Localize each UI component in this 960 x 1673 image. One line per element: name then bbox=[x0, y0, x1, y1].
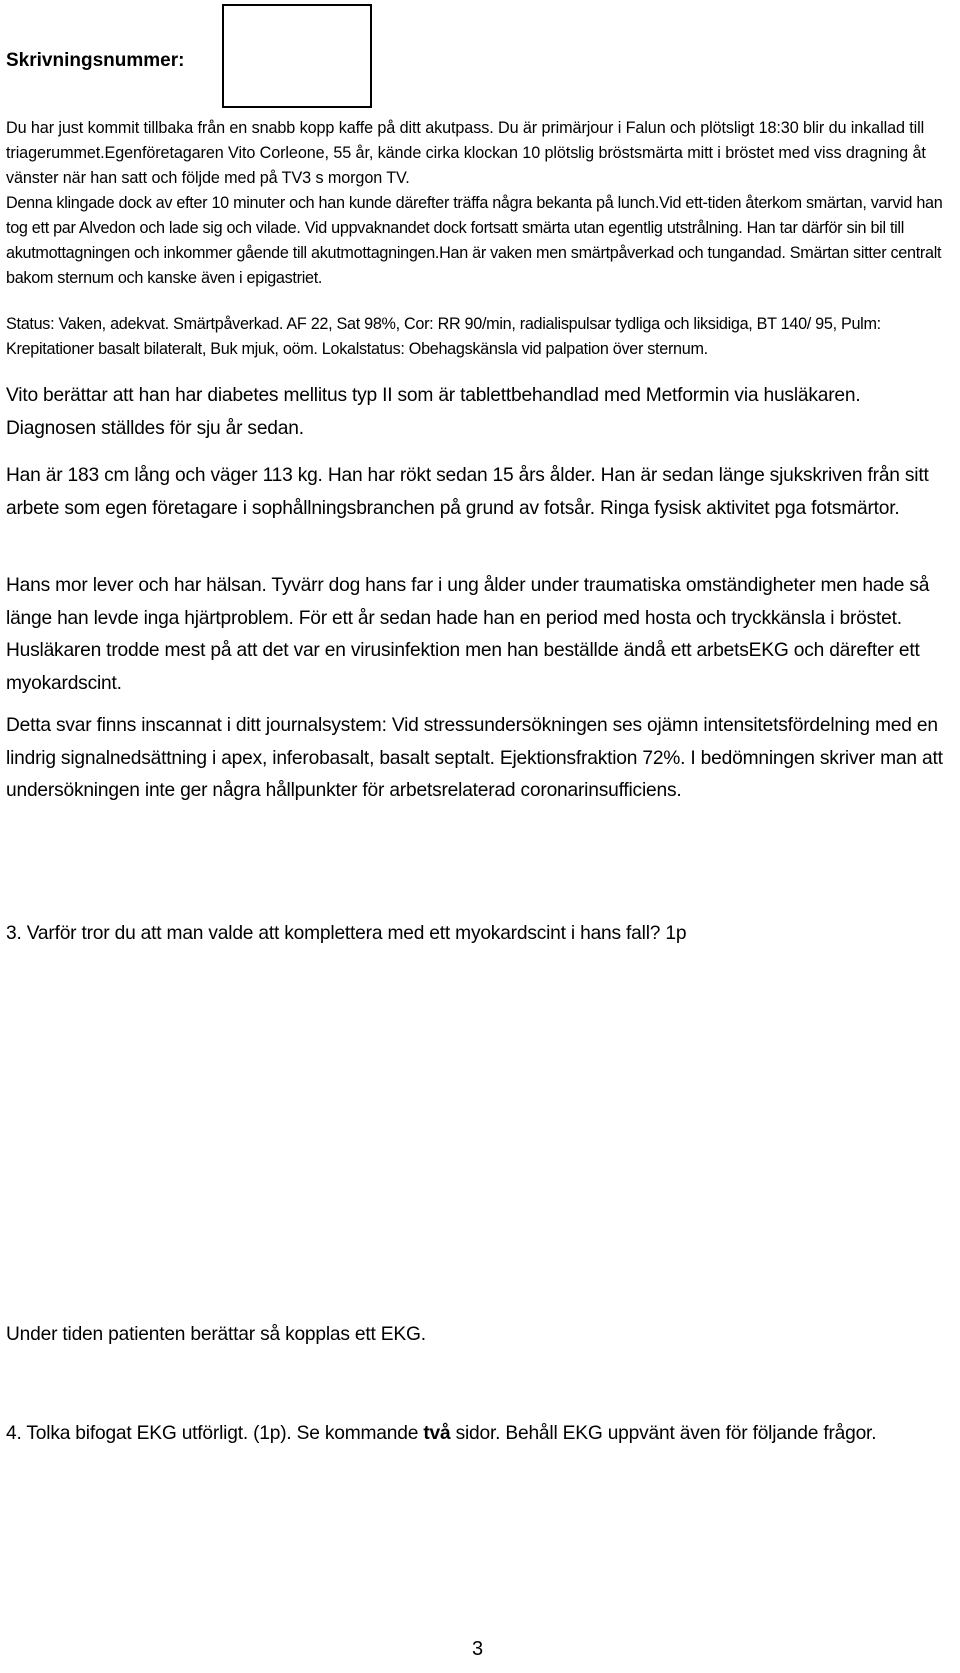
exam-number-box[interactable] bbox=[222, 4, 372, 108]
question-4 bbox=[6, 1418, 951, 1451]
case-scan-report: Detta svar finns inscannat i ditt journalsystem: Vid stressundersökningen ses ojämn intensitetsfördelning med en lindrig signalnedsättning i apex, inferobasalt, basalt septalt. Ejektionsfraktion 72%. I bedömningen skriver man att undersökningen inte ger några hållpunkter för arbetsrelaterad coronarinsufficiens. bbox=[6, 715, 943, 801]
question-3: 3. Varför tror du att man valde att komplettera med ett myokardscint i hans fall? 1p bbox=[6, 923, 687, 944]
case-intro: Du har just kommit tillbaka från en snabb kopp kaffe på ditt akutpass. Du är primärjour i Falun och plötsligt 18:30 blir du inkallad till triagerummet.Egenföretagaren Vito Corleone, 55 år, kände cirka klockan 10 plötslig bröstsmärta mitt i bröstet med viss dragning åt vänster när han satt och följde med på TV3 s morgon TV. bbox=[6, 119, 926, 187]
page-number: 3 bbox=[472, 1638, 484, 1660]
case-family: Hans mor lever och har hälsan. Tyvärr dog hans far i ung ålder under traumatiska omständigheter men hade så länge han levde inga hjärtproblem. För ett år sedan hade han en period med hosta och tryckkänsla i bröstet. Husläkaren trodde mest på att det var en virusinfektion men han beställde ändå ett arbetsEKG och därefter ett myokardscint. bbox=[6, 575, 930, 694]
ekg-note: Under tiden patienten berättar så kopplas ett EKG. bbox=[6, 1324, 426, 1345]
question-4-emphasis: två bbox=[423, 1423, 451, 1444]
case-history: Denna klingade dock av efter 10 minuter och han kunde därefter träffa några bekanta på lunch.Vid ett-tiden återkom smärtan, varvid han tog ett par Alvedon och lade sig och vilade. Vid uppvaknandet dock fortsatt smärta utan egentlig utstrålning. Han tar därför sin bil till akutmottagningen och inkommer gående till akutmottagningen.Han är vaken men smärtpåverkad och tungandad. Smärtan sitter centralt bakom sternum och kanske även i epigastriet. bbox=[6, 194, 943, 287]
exam-number-label: Skrivningsnummer: bbox=[6, 50, 185, 71]
case-diabetes: Vito berättar att han har diabetes mellitus typ II som är tablettbehandlad med Metformin via husläkaren. Diagnosen ställdes för sju år sedan. bbox=[6, 385, 861, 439]
question-4-text: 4. Tolka bifogat EKG utförligt. (1p). Se kommande bbox=[6, 1423, 424, 1444]
question-4-text-end: sidor. Behåll EKG uppvänt även för följande frågor. bbox=[450, 1423, 877, 1444]
case-status: Status: Vaken, adekvat. Smärtpåverkad. AF 22, Sat 98%, Cor: RR 90/min, radialispulsar tydliga och liksidiga, BT 140/ 95, Pulm: Krepitationer basalt bilateralt, Buk mjuk, oöm. Lokalstatus: Obehagskänsla vid palpation över sternum. bbox=[6, 315, 881, 358]
case-physical: Han är 183 cm lång och väger 113 kg. Han har rökt sedan 15 års ålder. Han är sedan länge sjukskriven från sitt arbete som egen företagare i sophållningsbranchen på grund av fotsår. Ringa fysisk aktivitet pga fotsmärtor. bbox=[6, 465, 929, 519]
